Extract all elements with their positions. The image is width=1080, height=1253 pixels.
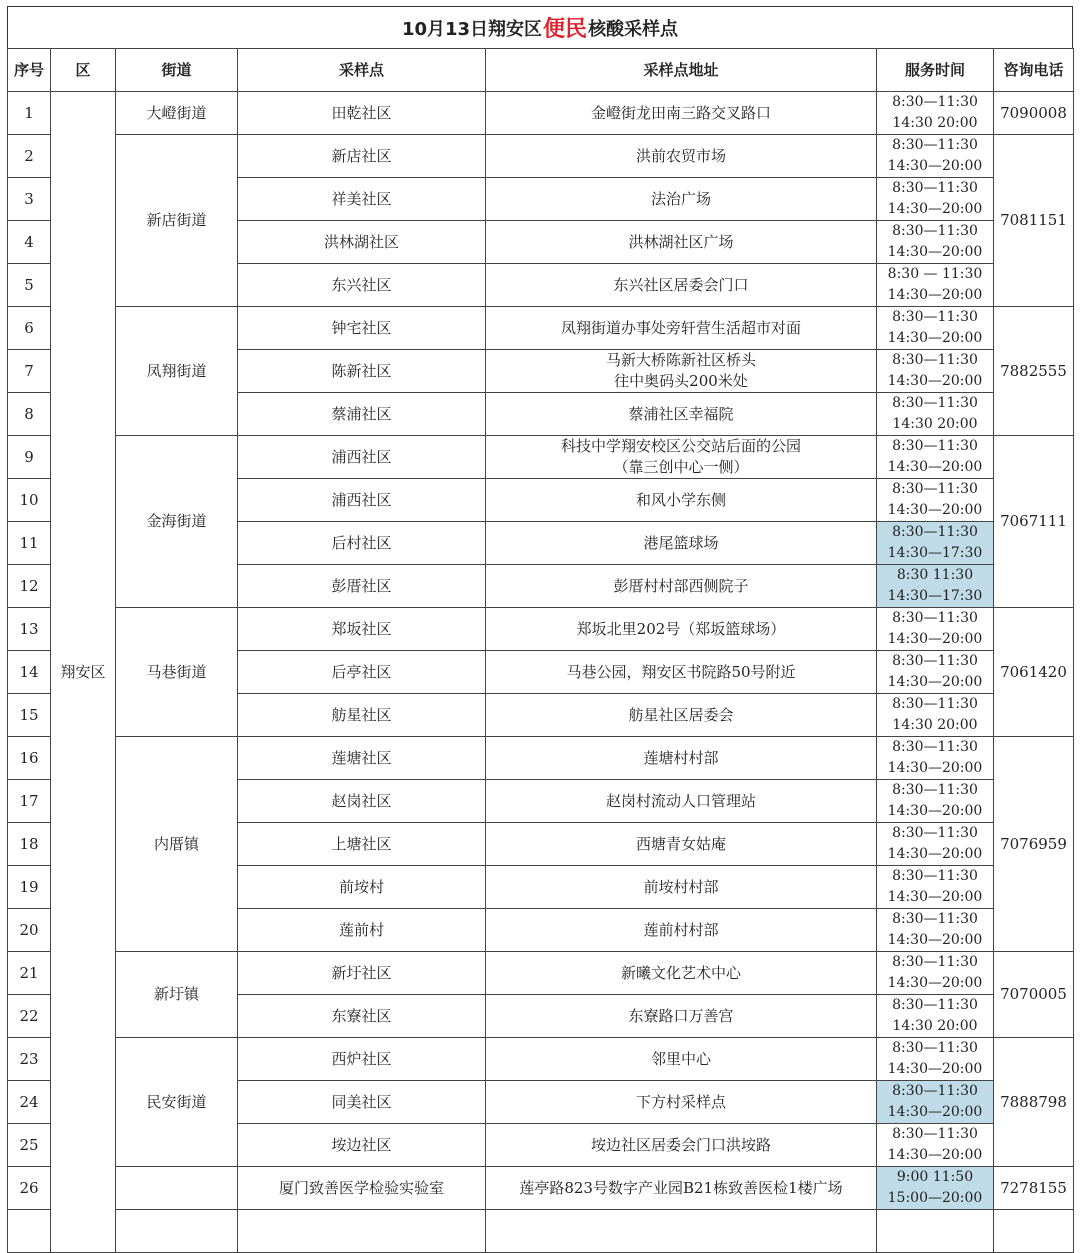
- address-line: 前垵村村部: [643, 877, 719, 896]
- site-cell: 上塘社区: [238, 823, 486, 866]
- morning-hours: 8:30—11:30: [892, 1083, 978, 1099]
- site-cell: 田乾社区: [238, 92, 486, 135]
- address-cell: [486, 694, 877, 737]
- service-hours-cell: [877, 823, 994, 866]
- address-line: 科技中学翔安校区公交站后面的公园: [560, 437, 801, 455]
- phone-cell: 7888798: [994, 1038, 1074, 1167]
- service-hours-cell: [877, 264, 994, 307]
- site-cell: 新店社区: [238, 135, 486, 178]
- morning-hours: 8:30 11:30: [896, 567, 974, 583]
- address-line: 莲前村村部: [643, 920, 719, 939]
- afternoon-hours: 14:30—20:00: [887, 330, 983, 346]
- row-number-cell: 9: [8, 436, 51, 479]
- afternoon-hours: 14:30—17:30: [887, 588, 983, 604]
- row-number-cell: 2: [8, 135, 51, 178]
- row-number-cell: 14: [8, 651, 51, 694]
- empty-cell: [238, 1210, 486, 1253]
- morning-hours: 9:00 11:50: [896, 1169, 974, 1185]
- morning-hours: 8:30—11:30: [892, 481, 978, 497]
- address-line: 下方村采样点: [635, 1092, 726, 1111]
- service-hours-cell: [877, 780, 994, 823]
- afternoon-hours: 14:30—20:00: [887, 889, 983, 905]
- service-hours-cell: [877, 1124, 994, 1167]
- row-number-cell: 18: [8, 823, 51, 866]
- row-number-cell: 15: [8, 694, 51, 737]
- address-line: 和风小学东侧: [635, 490, 726, 509]
- address-cell: [486, 608, 877, 651]
- site-cell: 东寮社区: [238, 995, 486, 1038]
- street-cell: 金海街道: [116, 436, 238, 608]
- empty-row: [8, 1210, 1074, 1253]
- table-row: [8, 737, 1074, 780]
- service-hours-cell: [877, 909, 994, 952]
- address-cell: [486, 823, 877, 866]
- phone-cell: 7278155: [994, 1167, 1074, 1210]
- afternoon-hours: 14:30 20:00: [892, 1018, 978, 1034]
- morning-hours: 8:30—11:30: [892, 911, 978, 927]
- address-line: 莲塘村村部: [643, 748, 719, 767]
- street-cell: 大嶝街道: [116, 92, 238, 135]
- table-body: [8, 92, 1074, 1253]
- street-cell: 马巷街道: [116, 608, 238, 737]
- site-cell: 莲前村: [238, 909, 486, 952]
- row-number-cell: 1: [8, 92, 51, 135]
- address-line: 垵边社区居委会门口洪垵路: [590, 1135, 771, 1154]
- address-line: 港尾篮球场: [643, 533, 719, 552]
- empty-cell: [486, 1210, 877, 1253]
- street-cell: 新圩镇: [116, 952, 238, 1038]
- row-number-cell: 6: [8, 307, 51, 350]
- morning-hours: 8:30—11:30: [892, 524, 978, 540]
- phone-cell: 7081151: [994, 135, 1074, 307]
- table-row: [8, 307, 1074, 350]
- service-hours-cell: [877, 522, 994, 565]
- empty-cell: [877, 1210, 994, 1253]
- service-hours-cell: [877, 436, 994, 479]
- header-hours: 服务时间: [877, 49, 994, 92]
- site-cell: 浦西社区: [238, 436, 486, 479]
- service-hours-cell: [877, 995, 994, 1038]
- site-cell: 洪林湖社区: [238, 221, 486, 264]
- street-cell: [116, 1167, 238, 1210]
- afternoon-hours: 14:30—20:00: [887, 674, 983, 690]
- phone-cell: 7076959: [994, 737, 1074, 952]
- address-cell: [486, 737, 877, 780]
- phone-cell: 7067111: [994, 436, 1074, 608]
- address-line: 蔡浦社区幸福院: [628, 404, 734, 423]
- address-line: 莲亭路823号数字产业园B21栋致善医检1楼广场: [519, 1178, 843, 1197]
- address-cell: [486, 221, 877, 264]
- site-cell: 新圩社区: [238, 952, 486, 995]
- site-cell: 厦门致善医学检验实验室: [238, 1167, 486, 1210]
- morning-hours: 8:30—11:30: [892, 782, 978, 798]
- afternoon-hours: 14:30—20:00: [887, 631, 983, 647]
- table-row: [8, 135, 1074, 178]
- service-hours-cell: [877, 1167, 994, 1210]
- address-line: 凤翔街道办事处旁轩营生活超市对面: [560, 318, 801, 337]
- address-cell: [486, 866, 877, 909]
- site-cell: 同美社区: [238, 1081, 486, 1124]
- site-cell: 陈新社区: [238, 350, 486, 393]
- site-cell: 垵边社区: [238, 1124, 486, 1167]
- site-cell: 蔡浦社区: [238, 393, 486, 436]
- empty-cell: [116, 1210, 238, 1253]
- row-number-cell: 3: [8, 178, 51, 221]
- header-address: 采样点地址: [486, 49, 877, 92]
- address-line: 新曦文化艺术中心: [620, 963, 741, 982]
- morning-hours: 8:30—11:30: [892, 653, 978, 669]
- row-number-cell: 26: [8, 1167, 51, 1210]
- morning-hours: 8:30—11:30: [892, 825, 978, 841]
- address-line: （靠三创中心一侧）: [613, 458, 749, 476]
- morning-hours: 8:30—11:30: [892, 180, 978, 196]
- table-row: [8, 608, 1074, 651]
- header-no: 序号: [8, 49, 51, 92]
- header-site: 采样点: [238, 49, 486, 92]
- header-row: [8, 49, 1074, 92]
- table-row: [8, 952, 1074, 995]
- morning-hours: 8:30—11:30: [892, 696, 978, 712]
- row-number-cell: 13: [8, 608, 51, 651]
- address-cell: [486, 522, 877, 565]
- service-hours-cell: [877, 135, 994, 178]
- address-cell: [486, 995, 877, 1038]
- afternoon-hours: 14:30—20:00: [887, 244, 983, 260]
- address-line: 西塘青女姑庵: [635, 834, 726, 853]
- address-cell: [486, 436, 877, 479]
- afternoon-hours: 14:30 20:00: [892, 717, 978, 733]
- service-hours-cell: [877, 565, 994, 608]
- service-hours-cell: [877, 737, 994, 780]
- afternoon-hours: 14:30—20:00: [887, 975, 983, 991]
- service-hours-cell: [877, 866, 994, 909]
- address-line: 洪林湖社区广场: [628, 232, 734, 251]
- address-line: 洪前农贸市场: [635, 146, 726, 165]
- site-cell: 东兴社区: [238, 264, 486, 307]
- street-cell: 内厝镇: [116, 737, 238, 952]
- address-cell: [486, 651, 877, 694]
- afternoon-hours: 14:30—20:00: [887, 158, 983, 174]
- morning-hours: 8:30—11:30: [892, 1040, 978, 1056]
- sites-table: [7, 48, 1074, 1253]
- address-line: 郑坂北里202号（郑坂篮球场）: [576, 619, 786, 638]
- phone-cell: 7061420: [994, 608, 1074, 737]
- service-hours-cell: [877, 1081, 994, 1124]
- address-cell: [486, 1081, 877, 1124]
- afternoon-hours: 14:30 20:00: [892, 115, 978, 131]
- morning-hours: 8:30—11:30: [892, 610, 978, 626]
- address-cell: [486, 307, 877, 350]
- address-line: 舫星社区居委会: [628, 705, 734, 724]
- service-hours-cell: [877, 92, 994, 135]
- table-row: [8, 1167, 1074, 1210]
- row-number-cell: 24: [8, 1081, 51, 1124]
- row-number-cell: 22: [8, 995, 51, 1038]
- empty-cell: [8, 1210, 51, 1253]
- address-line: 东寮路口万善宫: [628, 1006, 734, 1025]
- service-hours-cell: [877, 608, 994, 651]
- address-line: 法治广场: [650, 189, 711, 208]
- afternoon-hours: 14:30—17:30: [887, 545, 983, 561]
- row-number-cell: 20: [8, 909, 51, 952]
- morning-hours: 8:30—11:30: [892, 997, 978, 1013]
- address-line: 马巷公园，翔安区书院路50号附近: [566, 662, 796, 681]
- afternoon-hours: 14:30—20:00: [887, 373, 983, 389]
- service-hours-cell: [877, 651, 994, 694]
- address-cell: [486, 479, 877, 522]
- morning-hours: 8:30 — 11:30: [887, 266, 983, 282]
- street-cell: 凤翔街道: [116, 307, 238, 436]
- morning-hours: 8:30—11:30: [892, 739, 978, 755]
- row-number-cell: 17: [8, 780, 51, 823]
- address-cell: [486, 350, 877, 393]
- afternoon-hours: 14:30—20:00: [887, 201, 983, 217]
- morning-hours: 8:30—11:30: [892, 137, 978, 153]
- site-cell: 后村社区: [238, 522, 486, 565]
- table-row: [8, 1038, 1074, 1081]
- address-cell: [486, 178, 877, 221]
- address-line: 邻里中心: [650, 1049, 711, 1068]
- phone-cell: 7882555: [994, 307, 1074, 436]
- service-hours-cell: [877, 307, 994, 350]
- afternoon-hours: 14:30—20:00: [887, 502, 983, 518]
- address-cell: [486, 909, 877, 952]
- address-cell: [486, 135, 877, 178]
- site-cell: 前垵村: [238, 866, 486, 909]
- empty-cell: [994, 1210, 1074, 1253]
- morning-hours: 8:30—11:30: [892, 223, 978, 239]
- morning-hours: 8:30—11:30: [892, 954, 978, 970]
- site-cell: 舫星社区: [238, 694, 486, 737]
- service-hours-cell: [877, 952, 994, 995]
- morning-hours: 8:30—11:30: [892, 438, 978, 454]
- row-number-cell: 12: [8, 565, 51, 608]
- row-number-cell: 23: [8, 1038, 51, 1081]
- site-cell: 钟宅社区: [238, 307, 486, 350]
- afternoon-hours: 14:30—20:00: [887, 803, 983, 819]
- morning-hours: 8:30—11:30: [892, 94, 978, 110]
- site-cell: 后亭社区: [238, 651, 486, 694]
- row-number-cell: 21: [8, 952, 51, 995]
- district-cell: 翔安区: [51, 92, 116, 1253]
- row-number-cell: 19: [8, 866, 51, 909]
- address-cell: [486, 264, 877, 307]
- service-hours-cell: [877, 350, 994, 393]
- row-number-cell: 8: [8, 393, 51, 436]
- header-phone: 咨询电话: [994, 49, 1074, 92]
- address-cell: [486, 1124, 877, 1167]
- table-row: [8, 92, 1074, 135]
- address-cell: [486, 952, 877, 995]
- header-district: 区: [51, 49, 116, 92]
- phone-cell: 7090008: [994, 92, 1074, 135]
- address-line: 赵岗村流动人口管理站: [605, 791, 756, 810]
- address-line: 往中奥码头200米处: [614, 372, 748, 390]
- afternoon-hours: 14:30—20:00: [887, 846, 983, 862]
- address-cell: [486, 393, 877, 436]
- afternoon-hours: 14:30—20:00: [887, 1061, 983, 1077]
- service-hours-cell: [877, 221, 994, 264]
- address-cell: [486, 92, 877, 135]
- morning-hours: 8:30—11:30: [892, 309, 978, 325]
- row-number-cell: 10: [8, 479, 51, 522]
- site-cell: 西炉社区: [238, 1038, 486, 1081]
- row-number-cell: 11: [8, 522, 51, 565]
- afternoon-hours: 14:30 20:00: [892, 416, 978, 432]
- site-cell: 浦西社区: [238, 479, 486, 522]
- title-date-prefix: 10月13日翔安区: [401, 18, 543, 40]
- afternoon-hours: 14:30—20:00: [887, 760, 983, 776]
- site-cell: 彭厝社区: [238, 565, 486, 608]
- site-cell: 莲塘社区: [238, 737, 486, 780]
- street-cell: 民安街道: [116, 1038, 238, 1167]
- address-cell: [486, 1038, 877, 1081]
- address-cell: [486, 565, 877, 608]
- morning-hours: 8:30—11:30: [892, 352, 978, 368]
- street-cell: 新店街道: [116, 135, 238, 307]
- site-cell: 赵岗社区: [238, 780, 486, 823]
- address-cell: [486, 780, 877, 823]
- service-hours-cell: [877, 393, 994, 436]
- morning-hours: 8:30—11:30: [892, 1126, 978, 1142]
- afternoon-hours: 15:00—20:00: [887, 1190, 983, 1206]
- afternoon-hours: 14:30—20:00: [887, 1104, 983, 1120]
- morning-hours: 8:30—11:30: [892, 868, 978, 884]
- row-number-cell: 16: [8, 737, 51, 780]
- address-line: 东兴社区居委会门口: [613, 275, 749, 294]
- row-number-cell: 7: [8, 350, 51, 393]
- row-number-cell: 4: [8, 221, 51, 264]
- service-hours-cell: [877, 694, 994, 737]
- title-highlight: 便民: [543, 17, 588, 42]
- header-street: 街道: [116, 49, 238, 92]
- afternoon-hours: 14:30—20:00: [887, 459, 983, 475]
- phone-cell: 7070005: [994, 952, 1074, 1038]
- service-hours-cell: [877, 178, 994, 221]
- service-hours-cell: [877, 1038, 994, 1081]
- row-number-cell: 25: [8, 1124, 51, 1167]
- afternoon-hours: 14:30—20:00: [887, 287, 983, 303]
- sheet-title: [7, 6, 1073, 48]
- address-line: 彭厝村村部西侧院子: [613, 576, 749, 595]
- service-hours-cell: [877, 479, 994, 522]
- afternoon-hours: 14:30—20:00: [887, 1147, 983, 1163]
- table-row: [8, 436, 1074, 479]
- row-number-cell: 5: [8, 264, 51, 307]
- site-cell: 祥美社区: [238, 178, 486, 221]
- address-line: 金嶝街龙田南三路交叉路口: [590, 103, 771, 122]
- morning-hours: 8:30—11:30: [892, 395, 978, 411]
- afternoon-hours: 14:30—20:00: [887, 932, 983, 948]
- title-suffix: 核酸采样点: [588, 18, 679, 40]
- address-line: 马新大桥陈新社区桥头: [605, 351, 756, 369]
- site-cell: 郑坂社区: [238, 608, 486, 651]
- sampling-sites-sheet: [7, 6, 1073, 1253]
- address-cell: [486, 1167, 877, 1210]
